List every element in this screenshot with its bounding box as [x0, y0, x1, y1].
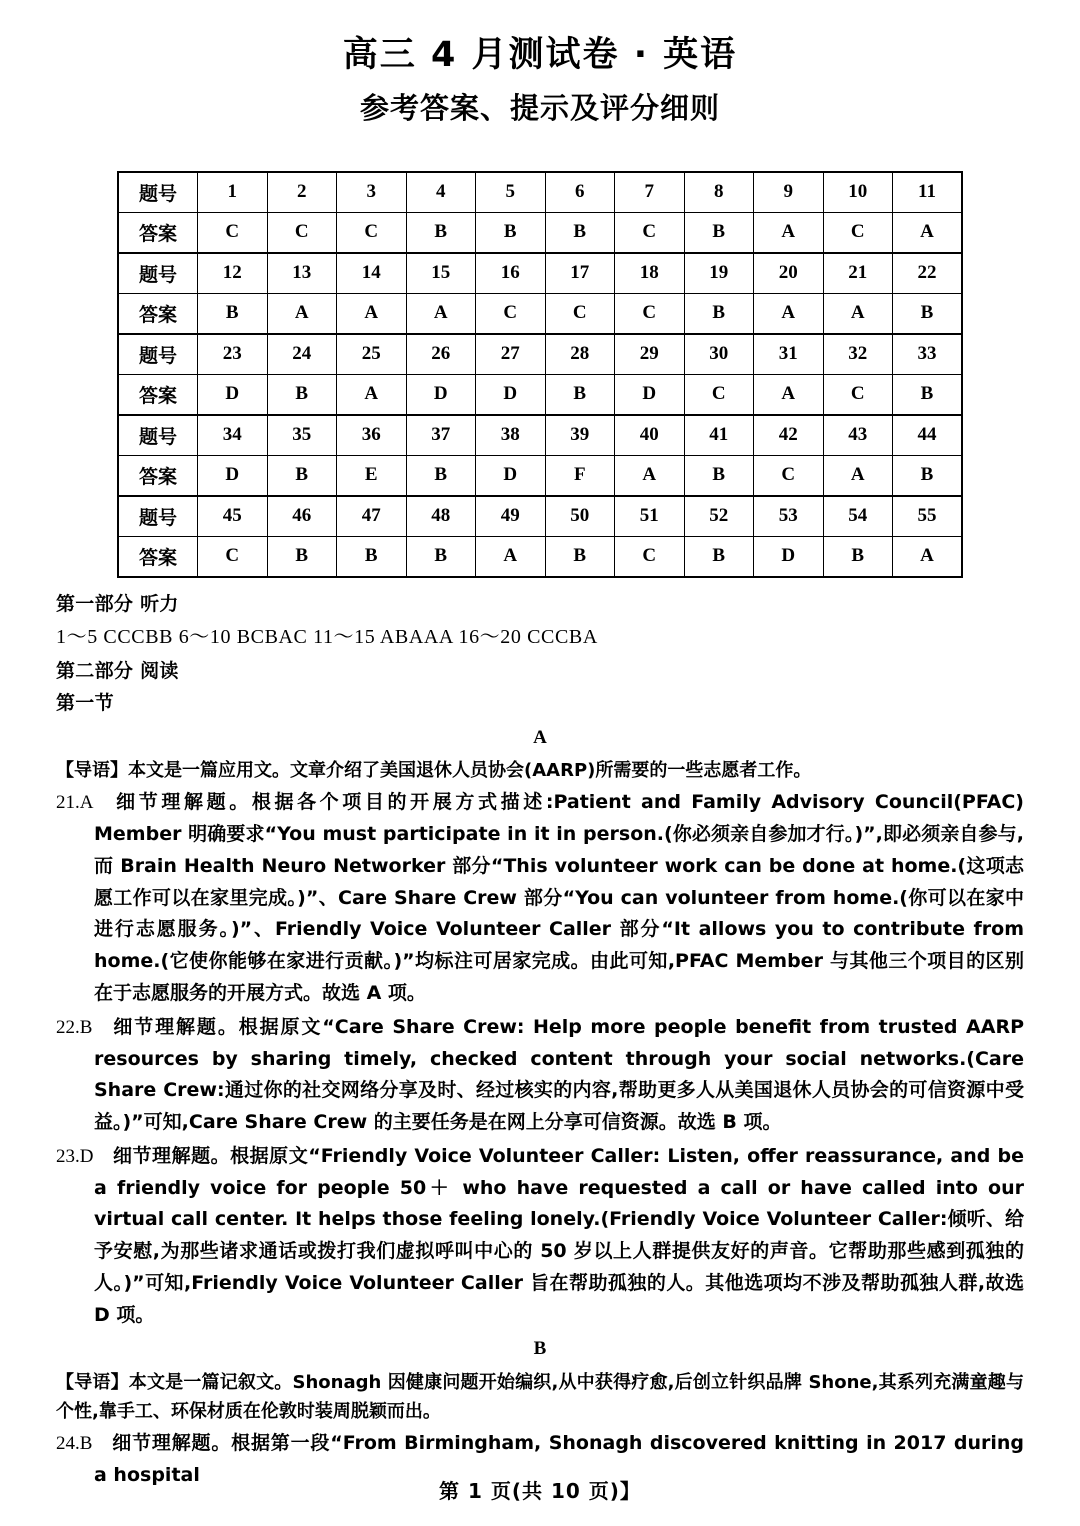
question-number-cell: 35	[267, 415, 337, 456]
question-number-cell: 54	[823, 496, 893, 537]
page-title: 高三 4 月测试卷 · 英语	[342, 35, 738, 75]
table-row	[118, 293, 962, 334]
explanation-text: 细节理解题。根据原文“Care Share Crew: Help more people benefit from trusted AARP resources by sharing timely, checked content through your social networks.(Care Share Crew:通过你的社交网络分享及时、经过核实的内容,帮助更多人从美国退休人员协会的可信资源中受益。)”可知,Care Share Crew 的主要任务是在网上分享可信资源。故选 B 项。	[94, 1015, 1024, 1134]
question-number-cell: 50	[545, 496, 615, 537]
question-number-cell: 51	[615, 496, 685, 537]
question-number-cell: 22	[893, 253, 963, 294]
explanation-item	[56, 1012, 1024, 1139]
document-body	[56, 588, 1024, 1492]
answer-table-wrap	[117, 171, 963, 578]
answer-cell: B	[545, 212, 615, 253]
answer-cell: C	[267, 212, 337, 253]
listening-answers: 1～5 CCCBB 6～10 BCBAC 11～15 ABAAA 16～20 CCCBA	[56, 626, 598, 649]
answer-cell: B	[684, 455, 754, 496]
question-number-cell: 25	[337, 334, 407, 375]
answer-cell: B	[337, 536, 407, 577]
answer-cell: A	[754, 212, 824, 253]
explanation-text: 细节理解题。根据各个项目的开展方式描述:Patient and Family Advisory Council(PFAC) Member 明确要求“You must participate in it in person.(你必须亲自参加才行。)”,即必须亲自参与,而 Brain Health Neuro Networker 部分“This volunteer work can be done at home.(这项志愿工作可以在家里完成。)”、Care Share Crew 部分“You can volunteer from home.(你可以在家中进行志愿服务。)”、Friendly Voice Volunteer Caller 部分“It allows you to contribute from home.(它使你能够在家进行贡献。)”均标注可居家完成。由此可知,PFAC Member 与其他三个项目的区别在于志愿服务的开展方式。故选 A 项。	[94, 791, 1024, 1004]
answer-key-table	[117, 171, 963, 578]
question-number-cell: 11	[893, 172, 963, 213]
answer-cell: B	[406, 536, 476, 577]
row-label-answer: 答案	[118, 374, 198, 415]
question-number-cell: 13	[267, 253, 337, 294]
table-row	[118, 415, 962, 456]
question-number-cell: 18	[615, 253, 685, 294]
table-row	[118, 455, 962, 496]
answer-cell: B	[893, 374, 963, 415]
question-number-cell: 8	[684, 172, 754, 213]
question-number-cell: 43	[823, 415, 893, 456]
question-number-cell: 10	[823, 172, 893, 213]
question-number-cell: 14	[337, 253, 407, 294]
question-number-cell: 31	[754, 334, 824, 375]
answer-cell: B	[267, 374, 337, 415]
answer-cell: A	[823, 293, 893, 334]
question-number-cell: 45	[198, 496, 268, 537]
question-number-cell: 47	[337, 496, 407, 537]
passage-a-guide: 【导语】本文是一篇应用文。文章介绍了美国退休人员协会(AARP)所需要的一些志愿者工作。	[56, 760, 812, 782]
passage-a-explanations	[56, 787, 1024, 1331]
explanation-question-number: 23.D	[56, 1145, 113, 1167]
row-label-question: 题号	[118, 253, 198, 294]
answer-cell: A	[754, 374, 824, 415]
answer-cell: A	[337, 374, 407, 415]
question-number-cell: 12	[198, 253, 268, 294]
question-number-cell: 16	[476, 253, 546, 294]
explanation-item	[56, 787, 1024, 1009]
part-one-heading: 第一部分 听力	[56, 592, 179, 615]
answer-cell: B	[406, 212, 476, 253]
answer-cell: C	[198, 536, 268, 577]
answer-cell: B	[893, 293, 963, 334]
question-number-cell: 23	[198, 334, 268, 375]
part-two-heading: 第二部分 阅读	[56, 659, 179, 682]
question-number-cell: 48	[406, 496, 476, 537]
question-number-cell: 21	[823, 253, 893, 294]
answer-cell: A	[267, 293, 337, 334]
answer-cell: A	[754, 293, 824, 334]
answer-cell: B	[267, 536, 337, 577]
section-one-heading: 第一节	[56, 692, 114, 715]
answer-cell: F	[545, 455, 615, 496]
question-number-cell: 26	[406, 334, 476, 375]
answer-cell: B	[267, 455, 337, 496]
explanation-text: 细节理解题。根据第一段“From Birmingham, Shonagh discovered knitting in 2017 during a hospital	[94, 1431, 1024, 1486]
question-number-cell: 2	[267, 172, 337, 213]
answer-cell: A	[406, 293, 476, 334]
question-number-cell: 46	[267, 496, 337, 537]
table-row	[118, 212, 962, 253]
page-subtitle: 参考答案、提示及评分细则	[359, 90, 720, 125]
answer-cell: B	[684, 536, 754, 577]
row-label-answer: 答案	[118, 212, 198, 253]
answer-cell: D	[615, 374, 685, 415]
row-label-question: 题号	[118, 496, 198, 537]
table-row	[118, 253, 962, 294]
question-number-cell: 5	[476, 172, 546, 213]
answer-cell: D	[754, 536, 824, 577]
question-number-cell: 9	[754, 172, 824, 213]
answer-cell: D	[198, 455, 268, 496]
question-number-cell: 7	[615, 172, 685, 213]
table-row	[118, 536, 962, 577]
question-number-cell: 49	[476, 496, 546, 537]
explanation-question-number: 24.B	[56, 1432, 112, 1454]
row-label-question: 题号	[118, 415, 198, 456]
answer-cell: C	[337, 212, 407, 253]
question-number-cell: 15	[406, 253, 476, 294]
question-number-cell: 20	[754, 253, 824, 294]
answer-cell: C	[615, 212, 685, 253]
row-label-answer: 答案	[118, 455, 198, 496]
question-number-cell: 4	[406, 172, 476, 213]
row-label-question: 题号	[118, 334, 198, 375]
explanation-question-number: 22.B	[56, 1016, 112, 1038]
answer-cell: A	[893, 536, 963, 577]
question-number-cell: 1	[198, 172, 268, 213]
answer-cell: B	[476, 212, 546, 253]
question-number-cell: 32	[823, 334, 893, 375]
question-number-cell: 19	[684, 253, 754, 294]
question-number-cell: 38	[476, 415, 546, 456]
answer-cell: C	[823, 212, 893, 253]
answer-cell: A	[615, 455, 685, 496]
explanation-item	[56, 1141, 1024, 1332]
question-number-cell: 36	[337, 415, 407, 456]
answer-cell: E	[337, 455, 407, 496]
answer-cell: B	[545, 536, 615, 577]
answer-cell: B	[198, 293, 268, 334]
answer-cell: D	[198, 374, 268, 415]
answer-cell: B	[893, 455, 963, 496]
explanation-question-number: 21.A	[56, 792, 113, 814]
passage-b-guide: 【导语】本文是一篇记叙文。Shonagh 因健康问题开始编织,从中获得疗愈,后创立针织品牌 Shone,其系列充满童趣与个性,靠手工、环保材质在伦敦时装周脱颖而出。	[56, 1371, 1024, 1422]
question-number-cell: 52	[684, 496, 754, 537]
question-number-cell: 42	[754, 415, 824, 456]
table-row	[118, 172, 962, 213]
question-number-cell: 24	[267, 334, 337, 375]
answer-cell: C	[476, 293, 546, 334]
question-number-cell: 39	[545, 415, 615, 456]
answer-cell: B	[684, 293, 754, 334]
answer-cell: D	[476, 374, 546, 415]
question-number-cell: 29	[615, 334, 685, 375]
row-label-answer: 答案	[118, 293, 198, 334]
table-row	[118, 496, 962, 537]
answer-cell: C	[198, 212, 268, 253]
question-number-cell: 44	[893, 415, 963, 456]
question-number-cell: 3	[337, 172, 407, 213]
question-number-cell: 28	[545, 334, 615, 375]
answer-cell: C	[684, 374, 754, 415]
passage-letter-a: A	[533, 727, 547, 749]
answer-cell: C	[615, 536, 685, 577]
table-row	[118, 374, 962, 415]
answer-cell: C	[545, 293, 615, 334]
question-number-cell: 34	[198, 415, 268, 456]
explanation-text: 细节理解题。根据原文“Friendly Voice Volunteer Caller: Listen, offer reassurance, and be a friendly voice for people 50＋ who have requested a call or have called into our virtual call center. It helps those feeling lonely.(Friendly Voice Volunteer Caller:倾听、给予安慰,为那些诸求通话或拨打我们虚拟呼叫中心的 50 岁以上人群提供友好的声音。它帮助那些感到孤独的人。)”可知,Friendly Voice Volunteer Caller 旨在帮助孤独的人。其他选项均不涉及帮助孤独人群,故选 D 项。	[94, 1144, 1024, 1326]
answer-cell: B	[823, 536, 893, 577]
question-number-cell: 37	[406, 415, 476, 456]
table-row	[118, 334, 962, 375]
question-number-cell: 6	[545, 172, 615, 213]
answer-cell: A	[823, 455, 893, 496]
answer-cell: A	[893, 212, 963, 253]
title-block	[0, 0, 1080, 127]
answer-cell: D	[476, 455, 546, 496]
question-number-cell: 53	[754, 496, 824, 537]
answer-cell: A	[476, 536, 546, 577]
question-number-cell: 33	[893, 334, 963, 375]
row-label-question: 题号	[118, 172, 198, 213]
answer-cell: C	[823, 374, 893, 415]
question-number-cell: 27	[476, 334, 546, 375]
question-number-cell: 55	[893, 496, 963, 537]
answer-cell: B	[406, 455, 476, 496]
question-number-cell: 41	[684, 415, 754, 456]
question-number-cell: 17	[545, 253, 615, 294]
answer-cell: B	[545, 374, 615, 415]
passage-letter-b: B	[533, 1338, 547, 1360]
question-number-cell: 30	[684, 334, 754, 375]
row-label-answer: 答案	[118, 536, 198, 577]
answer-cell: C	[754, 455, 824, 496]
answer-cell: B	[684, 212, 754, 253]
answer-cell: A	[337, 293, 407, 334]
question-number-cell: 40	[615, 415, 685, 456]
answer-cell: C	[615, 293, 685, 334]
answer-cell: D	[406, 374, 476, 415]
page-footer: 第 1 页(共 10 页)】	[439, 1479, 641, 1503]
